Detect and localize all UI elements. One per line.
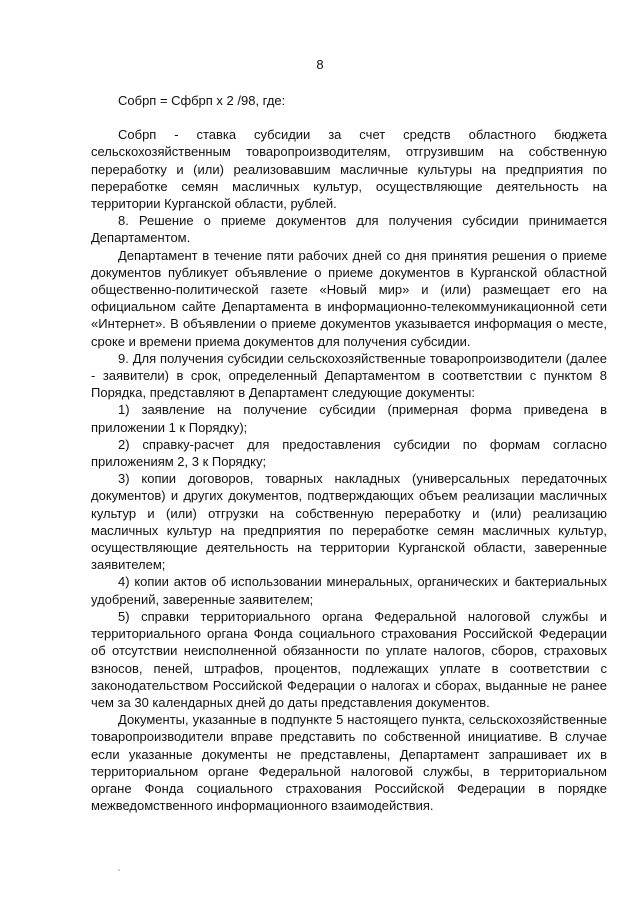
scan-artifact [118, 869, 120, 871]
list-item-2: 2) справку-расчет для предоставления субсидии по формам согласно приложениям 2, 3 к Порядку; [91, 436, 607, 470]
list-item-1: 1) заявление на получение субсидии (примерная форма приведена в приложении 1 к Порядку); [91, 402, 607, 435]
list-item-4: 4) копии актов об использовании минеральных, органических и бактериальных удобрений, заверенные заявителем; [91, 574, 607, 607]
page-number: 8 [316, 57, 324, 72]
paragraph-documents-note: Документы, указанные в подпункте 5 настоящего пункта, сельскохозяйственные товаропроизводители вправе представить по собственной инициативе. В случае если указанные документы не представлены, Департамент запрашивает их в территориальном органе Федеральной налоговой службы, в территориальном органе Фонда социального страхования Российской Федерации в порядке межведомственного информационного взаимодействия. [91, 712, 607, 814]
paragraph-item-8: 8. Решение о приеме документов для получения субсидии принимается Департаментом. [91, 213, 607, 246]
list-item-3: 3) копии договоров, товарных накладных (универсальных передаточных документов) и других документов, подтверждающих объем реализации масличных культур и (или) отгрузки на собственную переработку и (или) реализацию масличных культур на предприятия по переработке семян масличных культур, осуществляющие деятельность на территории Курганской области, заверенные заявителем; [91, 471, 607, 573]
paragraph-rate-definition: Собрп - ставка субсидии за счет средств областного бюджета сельскохозяйственным товаропроизводителям, отгрузившим на собственную переработку и (или) реализовавшим масличные культуры на предприятия по переработке семян масличных культур, осуществляющие деятельность на территории Курганской области, рублей. [91, 127, 607, 212]
formula-line: Собрп = Сфбрп х 2 /98, где: [118, 93, 286, 108]
document-body [91, 92, 607, 814]
paragraph-announcement: Департамент в течение пяти рабочих дней со дня принятия решения о приеме документов публикует объявление о приеме документов в Курганской областной общественно-политической газете «Новый мир» и (или) размещает его на официальном сайте Департамента в информационно-телекоммуникационной сети «Интернет». В объявлении о приеме документов указывается информация о месте, сроке и времени приема документов для получения субсидии. [91, 247, 607, 349]
paragraph-item-9: 9. Для получения субсидии сельскохозяйственные товаропроизводители (далее - заявители) в срок, определенный Департаментом в соответствии с пунктом 8 Порядка, представляют в Департамент следующие документы: [91, 350, 607, 401]
list-item-5: 5) справки территориального органа Федеральной налоговой службы и территориального органа Фонда социального страхования Российской Федерации об отсутствии неисполненной обязанности по уплате налогов, сборов, страховых взносов, пеней, штрафов, процентов, подлежащих уплате в соответствии с законодательством Российской Федерации о налогах и сборах, выданные не ранее чем за 30 календарных дней до даты представления документов. [91, 608, 607, 710]
